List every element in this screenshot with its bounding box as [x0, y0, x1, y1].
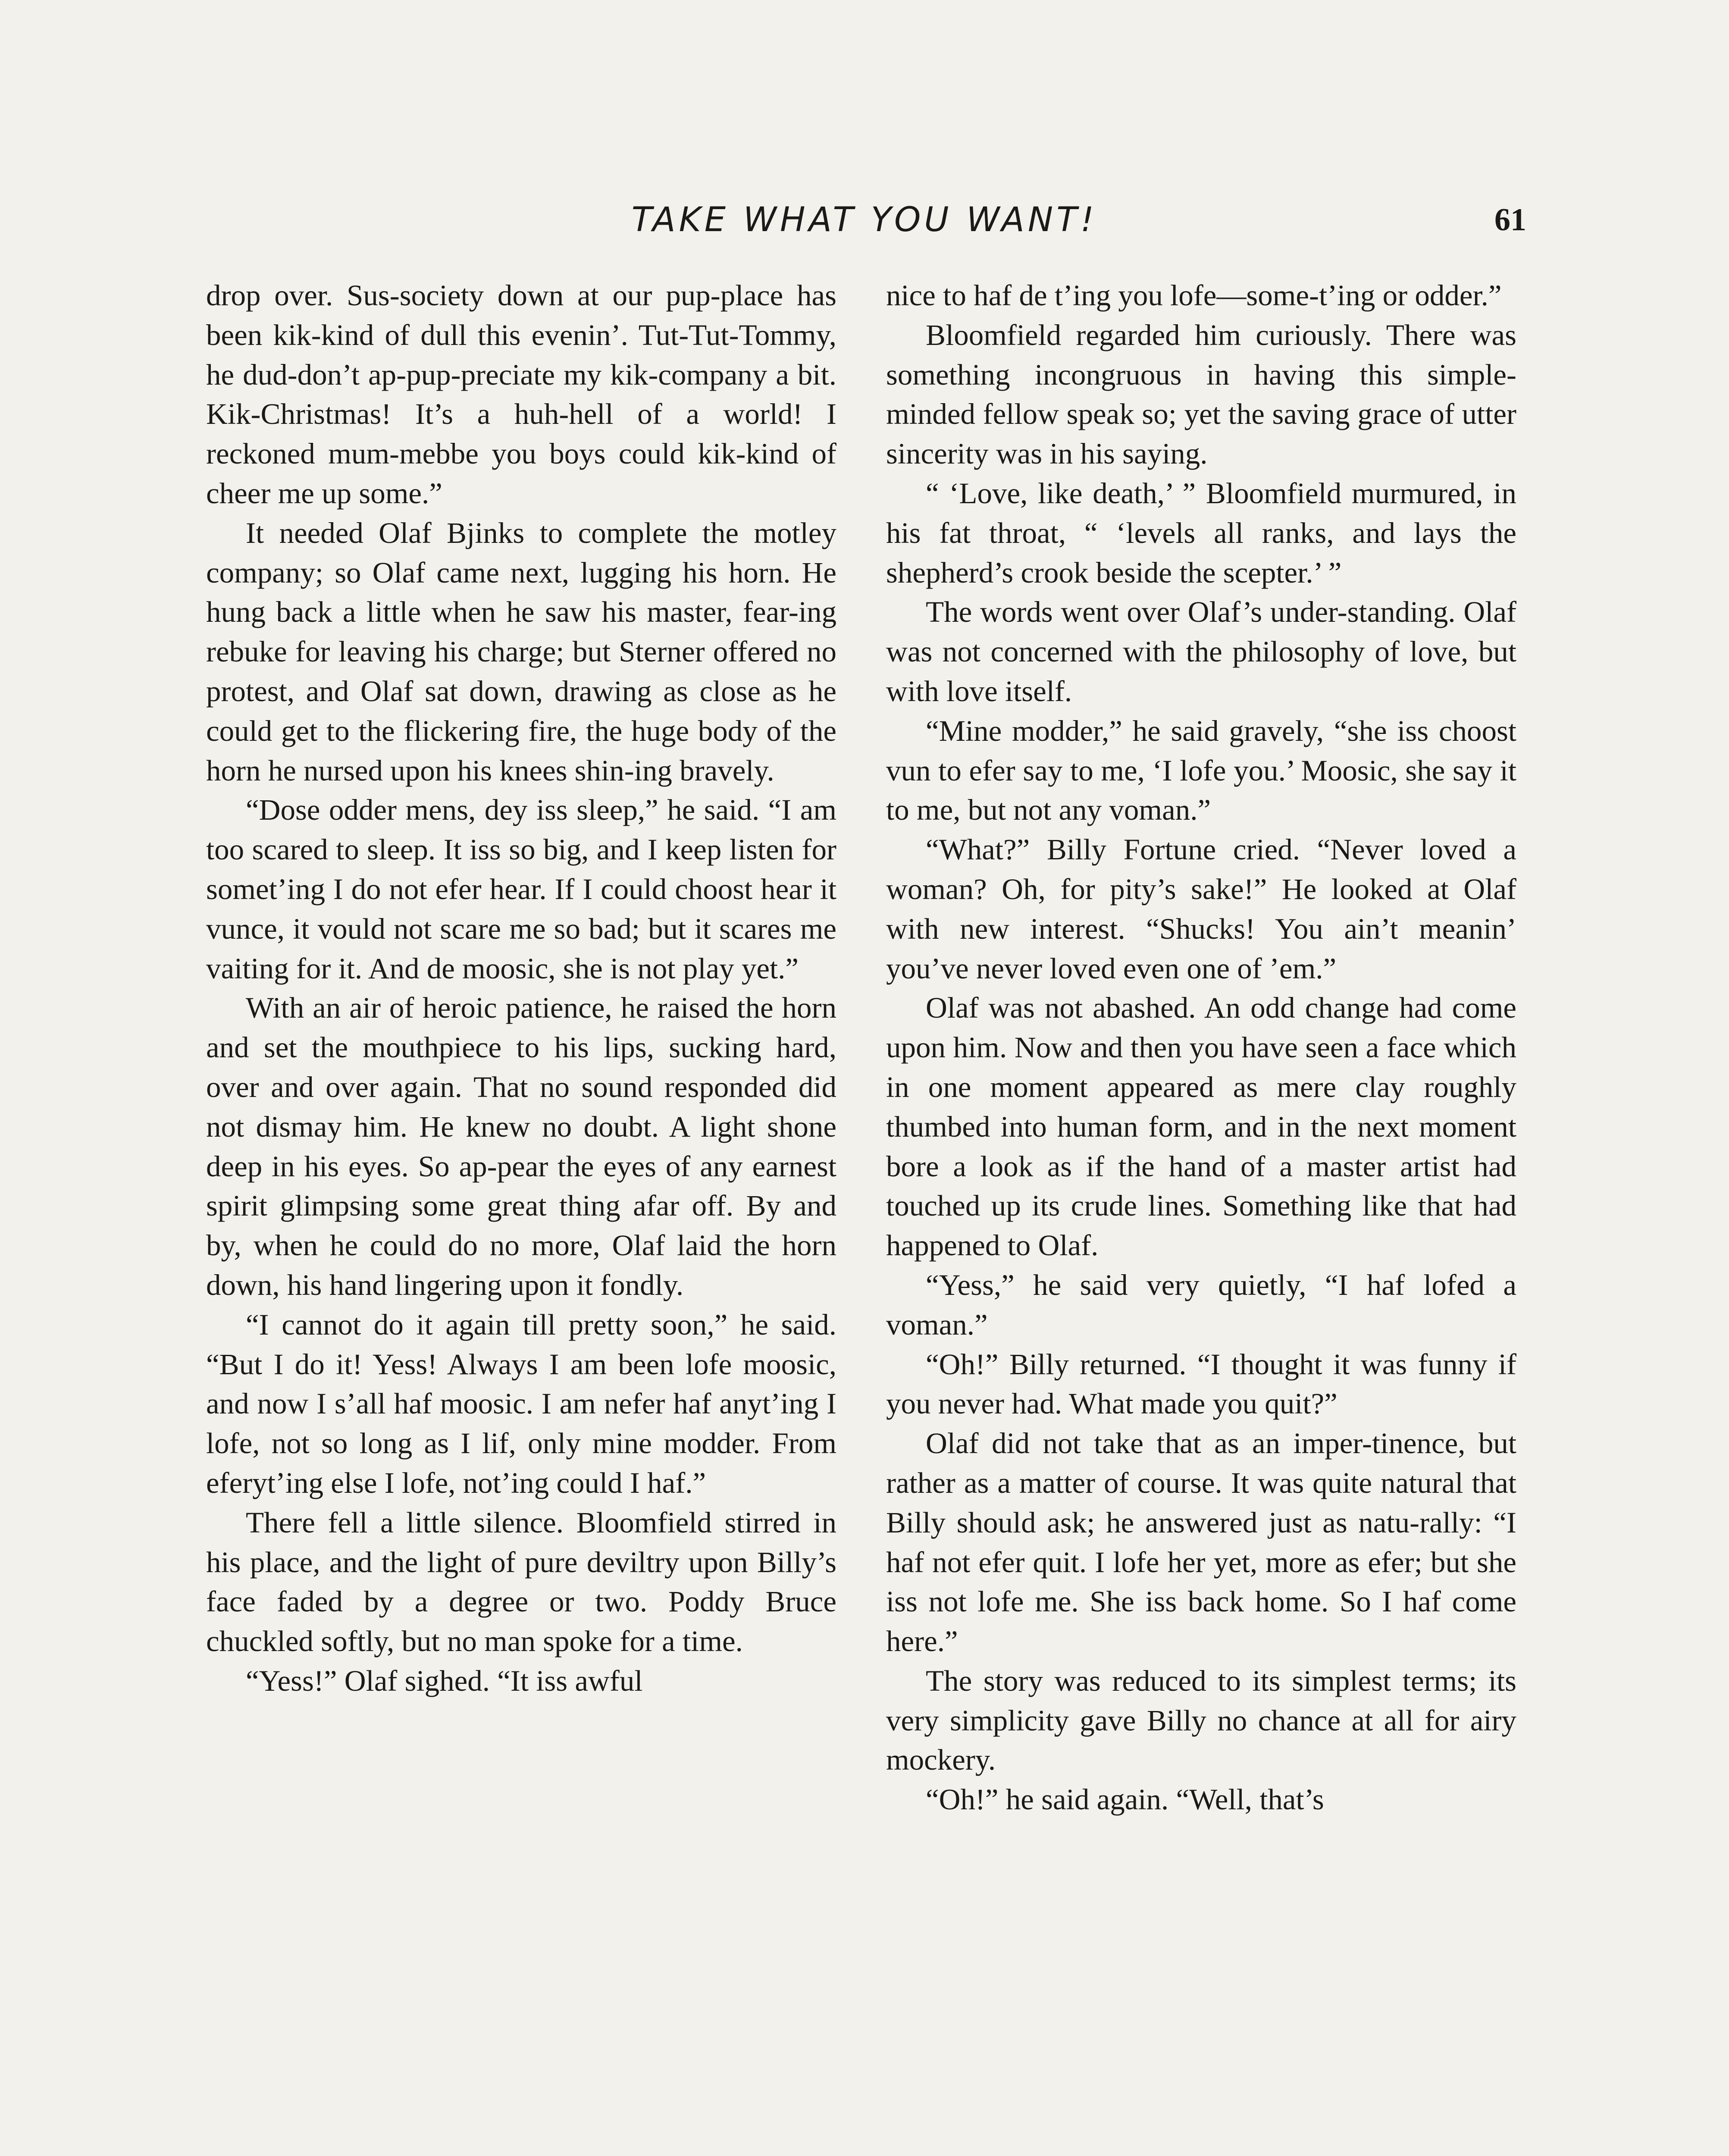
paragraph: Olaf was not abashed. An odd change had come upon him. Now and then you have seen a face which in one moment appeared as mere clay roughly thumbed into human form, and in the next moment bore a look as if the hand of a master artist had touched up its crude lines. Something like that had happened to Olaf. [886, 991, 1516, 1262]
paragraph: “Dose odder mens, dey iss sleep,” he said. “I am too scared to sleep. It iss so big, and I keep listen for somet’ing I do not efer hear. If I could choost hear it vunce, it vould not scare me so bad; but it scares me vaiting for it. And de moosic, she is not play yet.” [206, 793, 836, 985]
paragraph: The words went over Olaf’s under-standing. Olaf was not concerned with the philosophy of love, but with love itself. [886, 595, 1516, 708]
paragraph: nice to haf de t’ing you lofe—some-t’ing or odder.” [886, 279, 1502, 312]
right-text-column [886, 276, 1516, 1820]
paragraph: “Oh!” he said again. “Well, that’s [926, 1783, 1324, 1816]
paragraph: Olaf did not take that as an imper-tinence, but rather as a matter of course. It was quite natural that Billy should ask; he answered just as natu-rally: “I haf not efer quit. I lofe her yet, more as efer; but she iss not lofe me. She iss back home. So I haf come here.” [886, 1427, 1516, 1658]
paragraph: “ ‘Love, like death,’ ” Bloomfield murmured, in his fat throat, “ ‘levels all ranks, and lays the shepherd’s crook beside the scepter.’ ” [886, 476, 1516, 589]
paragraph: “Oh!” Billy returned. “I thought it was funny if you never had. What made you quit?” [886, 1348, 1516, 1420]
page-number: 61 [1494, 202, 1526, 238]
paragraph: There fell a little silence. Bloomfield stirred in his place, and the light of pure deviltry upon Billy’s face faded by a degree or two. Poddy Bruce chuckled softly, but no man spoke for a time. [206, 1506, 836, 1658]
paragraph: “Yess!” Olaf sighed. “It iss awful [246, 1664, 643, 1697]
paragraph: “What?” Billy Fortune cried. “Never loved a woman? Oh, for pity’s sake!” He looked at Olaf with new interest. “Shucks! You ain’t meanin’ you’ve never loved even one of ’em.” [886, 833, 1516, 985]
paragraph: “Mine modder,” he said gravely, “she iss choost vun to efer say to me, ‘I lofe you.’ Moosic, she say it to me, but not any voman.” [886, 714, 1516, 827]
left-text-column [206, 276, 836, 1701]
running-head [203, 196, 1526, 244]
paragraph: “I cannot do it again till pretty soon,” he said. “But I do it! Yess! Always I am been lofe moosic, and now I s’all haf moosic. I am nefer haf anyt’ing I lofe, not so long as I lif, only mine modder. From eferyt’ing else I lofe, not’ing could I haf.” [206, 1308, 836, 1499]
running-title: TAKE WHAT YOU WANT! [631, 201, 1098, 239]
paragraph: drop over. Sus-society down at our pup-place has been kik-kind of dull this evenin’. Tut-Tut-Tommy, he dud-don’t ap-pup-preciate my kik-company a bit. Kik-Christmas! It’s a huh-hell of a world! I reckoned mum-mebbe you boys could kik-kind of cheer me up some.” [206, 279, 836, 510]
paragraph: It needed Olaf Bjinks to complete the motley company; so Olaf came next, lugging his horn. He hung back a little when he saw his master, fear-ing rebuke for leaving his charge; but Sterner offered no protest, and Olaf sat down, drawing as close as he could get to the flickering fire, the huge body of the horn he nursed upon his knees shin-ing bravely. [206, 516, 836, 787]
paragraph: The story was reduced to its simplest terms; its very simplicity gave Billy no chance at all for airy mockery. [886, 1664, 1516, 1777]
paragraph: “Yess,” he said very quietly, “I haf lofed a voman.” [886, 1268, 1516, 1341]
paragraph: With an air of heroic patience, he raised the horn and set the mouthpiece to his lips, sucking hard, over and over again. That no sound responded did not dismay him. He knew no doubt. A light shone deep in his eyes. So ap-pear the eyes of any earnest spirit glimpsing some great thing afar off. By and by, when he could do no more, Olaf laid the horn down, his hand lingering upon it fondly. [206, 991, 836, 1301]
paragraph: Bloomfield regarded him curiously. There was something incongruous in having this simple-minded fellow speak so; yet the saving grace of utter sincerity was in his saying. [886, 318, 1516, 470]
